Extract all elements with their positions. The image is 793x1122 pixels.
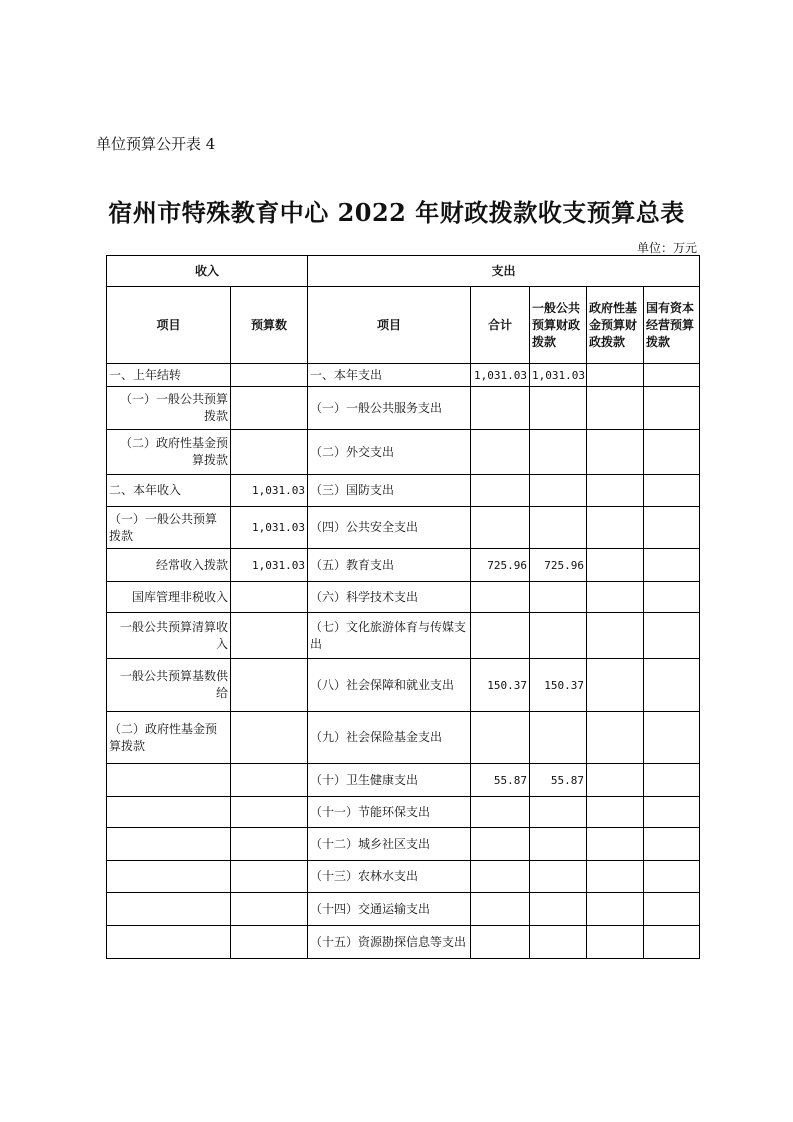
table-row xyxy=(107,387,700,430)
expense-general-cell xyxy=(530,387,587,430)
expense-fund-cell xyxy=(587,430,644,475)
expense-general-cell xyxy=(530,507,587,549)
income-budget-cell xyxy=(231,797,308,828)
expense-item-cell: （八）社会保障和就业支出 xyxy=(308,659,471,712)
expense-total-cell xyxy=(471,582,530,613)
income-item-cell: （二）政府性基金预算拨款 xyxy=(107,430,231,475)
expense-general-cell: 150.37 xyxy=(530,659,587,712)
table-row xyxy=(107,475,700,507)
expense-state-cell xyxy=(644,926,700,959)
income-item-cell: 一般公共预算基数供给 xyxy=(107,659,231,712)
col-header-item: 项目 xyxy=(107,287,231,364)
expense-total-cell xyxy=(471,475,530,507)
expense-fund-cell xyxy=(587,387,644,430)
income-item-cell xyxy=(107,861,231,893)
expense-state-cell xyxy=(644,364,700,387)
expense-state-cell xyxy=(644,861,700,893)
table-row xyxy=(107,430,700,475)
table-row xyxy=(107,828,700,861)
expense-total-cell xyxy=(471,893,530,926)
expense-state-cell xyxy=(644,659,700,712)
expense-total-cell xyxy=(471,613,530,659)
group-header-row xyxy=(107,256,700,287)
income-budget-cell xyxy=(231,387,308,430)
table-row xyxy=(107,764,700,797)
income-budget-cell xyxy=(231,582,308,613)
income-budget-cell xyxy=(231,926,308,959)
income-item-cell xyxy=(107,828,231,861)
expense-general-cell xyxy=(530,613,587,659)
expense-item-cell: （六）科学技术支出 xyxy=(308,582,471,613)
expense-general-cell xyxy=(530,582,587,613)
income-item-cell: （一）一般公共预算拨款 xyxy=(107,507,231,549)
expense-general-cell xyxy=(530,797,587,828)
income-item-cell xyxy=(107,764,231,797)
income-item-cell xyxy=(107,926,231,959)
income-item-cell: 一、上年结转 xyxy=(107,364,231,387)
expense-item-cell: （九）社会保险基金支出 xyxy=(308,712,471,764)
expense-general-cell: 725.96 xyxy=(530,549,587,582)
col-header-budget: 预算数 xyxy=(231,287,308,364)
expense-state-cell xyxy=(644,549,700,582)
expense-total-cell xyxy=(471,797,530,828)
table-row xyxy=(107,926,700,959)
expense-fund-cell xyxy=(587,613,644,659)
expense-total-cell xyxy=(471,430,530,475)
income-budget-cell xyxy=(231,659,308,712)
table-row xyxy=(107,659,700,712)
income-item-cell xyxy=(107,797,231,828)
expense-fund-cell xyxy=(587,828,644,861)
unit-label: 单位：万元 xyxy=(636,241,697,255)
expense-fund-cell xyxy=(587,926,644,959)
income-item-cell: 经常收入拨款 xyxy=(107,549,231,582)
table-number-label: 单位预算公开表 4 xyxy=(96,135,216,153)
income-budget-cell xyxy=(231,764,308,797)
col-header-item-expense: 项目 xyxy=(308,287,471,364)
expense-fund-cell xyxy=(587,582,644,613)
expense-total-cell xyxy=(471,712,530,764)
col-header-fund-budget: 政府性基金预算财政拨款 xyxy=(587,287,644,364)
expense-state-cell xyxy=(644,613,700,659)
expense-fund-cell xyxy=(587,797,644,828)
income-header: 收入 xyxy=(107,256,308,287)
income-item-cell: （一）一般公共预算拨款 xyxy=(107,387,231,430)
income-item-cell: （二）政府性基金预算拨款 xyxy=(107,712,231,764)
expense-state-cell xyxy=(644,828,700,861)
expense-general-cell xyxy=(530,861,587,893)
col-header-state-capital: 国有资本经营预算拨款 xyxy=(644,287,700,364)
expense-general-cell xyxy=(530,828,587,861)
expense-total-cell: 725.96 xyxy=(471,549,530,582)
income-budget-cell: 1,031.03 xyxy=(231,507,308,549)
table-row xyxy=(107,797,700,828)
expense-item-cell: （十一）节能环保支出 xyxy=(308,797,471,828)
expense-total-cell: 1,031.03 xyxy=(471,364,530,387)
table-row xyxy=(107,893,700,926)
income-item-cell: 二、本年收入 xyxy=(107,475,231,507)
expense-state-cell xyxy=(644,582,700,613)
expense-fund-cell xyxy=(587,712,644,764)
income-budget-cell xyxy=(231,364,308,387)
expense-fund-cell xyxy=(587,659,644,712)
expense-item-cell: （四）公共安全支出 xyxy=(308,507,471,549)
expense-total-cell xyxy=(471,828,530,861)
expense-general-cell xyxy=(530,893,587,926)
table-row xyxy=(107,507,700,549)
expense-general-cell: 1,031.03 xyxy=(530,364,587,387)
expense-general-cell xyxy=(530,430,587,475)
income-budget-cell xyxy=(231,861,308,893)
expense-total-cell xyxy=(471,926,530,959)
table-row xyxy=(107,861,700,893)
expense-item-cell: 一、本年支出 xyxy=(308,364,471,387)
col-header-total: 合计 xyxy=(471,287,530,364)
expense-item-cell: （二）外交支出 xyxy=(308,430,471,475)
expense-total-cell xyxy=(471,387,530,430)
expense-item-cell: （十三）农林水支出 xyxy=(308,861,471,893)
expense-general-cell xyxy=(530,712,587,764)
income-item-cell xyxy=(107,893,231,926)
income-budget-cell xyxy=(231,828,308,861)
expense-item-cell: （十五）资源勘探信息等支出 xyxy=(308,926,471,959)
expense-total-cell xyxy=(471,861,530,893)
expense-item-cell: （七）文化旅游体育与传媒支出 xyxy=(308,613,471,659)
income-item-cell: 国库管理非税收入 xyxy=(107,582,231,613)
page-title: 宿州市特殊教育中心 2022 年财政拨款收支预算总表 xyxy=(108,198,685,227)
budget-table xyxy=(106,255,700,959)
expense-state-cell xyxy=(644,507,700,549)
income-budget-cell xyxy=(231,712,308,764)
expense-state-cell xyxy=(644,475,700,507)
income-budget-cell xyxy=(231,613,308,659)
income-budget-cell xyxy=(231,430,308,475)
income-budget-cell xyxy=(231,893,308,926)
table-row xyxy=(107,364,700,387)
expense-state-cell xyxy=(644,430,700,475)
expense-fund-cell xyxy=(587,507,644,549)
income-budget-cell: 1,031.03 xyxy=(231,549,308,582)
expense-fund-cell xyxy=(587,549,644,582)
table-row xyxy=(107,582,700,613)
expense-item-cell: （十）卫生健康支出 xyxy=(308,764,471,797)
expense-general-cell: 55.87 xyxy=(530,764,587,797)
expense-fund-cell xyxy=(587,764,644,797)
expense-fund-cell xyxy=(587,475,644,507)
income-budget-cell: 1,031.03 xyxy=(231,475,308,507)
table-row xyxy=(107,549,700,582)
expense-item-cell: （五）教育支出 xyxy=(308,549,471,582)
table-body xyxy=(107,364,700,959)
expense-item-cell: （十二）城乡社区支出 xyxy=(308,828,471,861)
column-header-row xyxy=(107,287,700,364)
table-row xyxy=(107,613,700,659)
expense-total-cell xyxy=(471,507,530,549)
expense-item-cell: （十四）交通运输支出 xyxy=(308,893,471,926)
expense-state-cell xyxy=(644,797,700,828)
expense-total-cell: 150.37 xyxy=(471,659,530,712)
expense-state-cell xyxy=(644,712,700,764)
expense-fund-cell xyxy=(587,861,644,893)
expense-fund-cell xyxy=(587,364,644,387)
expense-total-cell: 55.87 xyxy=(471,764,530,797)
expense-state-cell xyxy=(644,387,700,430)
income-item-cell: 一般公共预算清算收入 xyxy=(107,613,231,659)
expense-state-cell xyxy=(644,893,700,926)
expense-item-cell: （三）国防支出 xyxy=(308,475,471,507)
expense-state-cell xyxy=(644,764,700,797)
expense-header: 支出 xyxy=(308,256,700,287)
expense-general-cell xyxy=(530,926,587,959)
expense-general-cell xyxy=(530,475,587,507)
expense-item-cell: （一）一般公共服务支出 xyxy=(308,387,471,430)
table-row xyxy=(107,712,700,764)
expense-fund-cell xyxy=(587,893,644,926)
col-header-general-budget: 一般公共预算财政拨款 xyxy=(530,287,587,364)
